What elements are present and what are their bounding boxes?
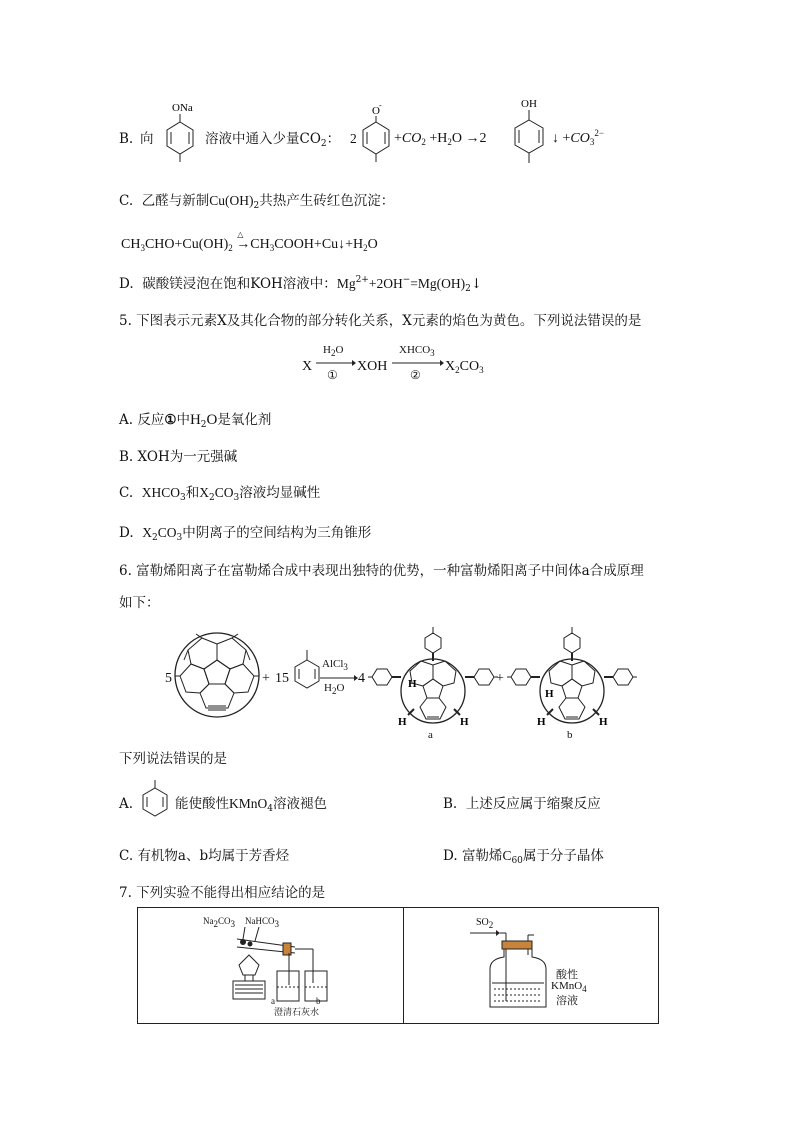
c60-fullerene-structure <box>172 630 262 720</box>
q4-option-b-label: B. <box>119 131 134 147</box>
q5-scheme-product: $X_2CO_3$ <box>445 359 484 375</box>
svg-text:H: H <box>398 716 407 728</box>
q7-label-na2co3: $Na_2CO_3$ <box>203 916 236 929</box>
q6-stem-2: 如下： <box>119 595 160 611</box>
product-b-structure <box>507 625 637 740</box>
q5-stem: 5. 下图表示元素X及其化合物的部分转化关系，X元素的焰色为黄色。下列说法错误的是 <box>119 313 642 329</box>
q4-option-b-text-pre: 向 <box>140 131 154 147</box>
q6-coef-toluene: 15 <box>275 671 289 686</box>
q7-beaker-a: a <box>271 996 275 1006</box>
q5-scheme-r1-top: $H_2O$ <box>323 344 344 358</box>
ona-label: ONa <box>172 102 193 114</box>
q6-option-c: C. 有机物a、b均属于芳香烃 <box>119 848 290 864</box>
q7-kmno4-label-3: 溶液 <box>556 994 578 1007</box>
q4-option-d: D. 碳酸镁浸泡在饱和KOH溶液中：$Mg^{2+}+2OH^-=Mg(OH)_2↓$ <box>119 275 483 294</box>
sodium-cresolate-structure <box>160 100 200 180</box>
svg-text:H: H <box>599 716 608 728</box>
q4-option-c: C. 乙醛与新制$Cu(OH)_2$共热产生砖红色沉淀： <box>119 193 395 211</box>
svg-text:-: - <box>379 101 382 110</box>
svg-text:H: H <box>460 716 469 728</box>
q6-reagent-bottom: $H_2O$ <box>324 682 345 696</box>
q5-scheme-x: X <box>302 359 313 374</box>
q7-stem: 7. 下列实验不能得出相应结论的是 <box>119 885 326 901</box>
q6-coef-a: 4 <box>358 671 365 686</box>
q5-arrow-2 <box>392 358 444 368</box>
q5-option-a: A. 反应①中$H_2O$是氧化剂 <box>119 412 272 430</box>
q6-plus-2: + <box>496 671 504 686</box>
cresol-structure <box>507 95 551 180</box>
q6-option-b: B. 上述反应属于缩聚反应 <box>443 796 601 812</box>
q6-stem-1: 6. 富勒烯阳离子在富勒烯合成中表现出独特的优势，一种富勒烯阳离子中间体a合成原理 <box>119 563 644 579</box>
q7-label-nahco3: NaHCO$_3$ <box>245 916 279 929</box>
q6-coef-c60: 5 <box>165 671 172 686</box>
q7-kmno4-label-2: KMnO$_4$ <box>551 980 587 994</box>
svg-text:H: H <box>408 678 417 690</box>
q4-option-b-text-mid: 溶液中通入少量$CO_2$： <box>205 131 341 149</box>
q6-option-a-label: A. <box>119 796 134 812</box>
q6-label-b: b <box>567 729 573 741</box>
gas-washing-bottle <box>470 925 560 1015</box>
product-a-structure <box>368 625 498 740</box>
q7-limewater-label: 澄清石灰水 <box>274 1008 320 1018</box>
q5-scheme-r2-top: $XHCO_3$ <box>399 344 435 358</box>
q7-kmno4-label-1: 酸性 <box>556 968 578 981</box>
q6-sub-stem: 下列说法错误的是 <box>119 751 227 767</box>
q6-option-d: D. 富勒烯$C_{60}$属于分子晶体 <box>443 848 604 866</box>
q6-label-a: a <box>428 729 433 741</box>
q4-b-coef1: 2 <box>350 131 357 146</box>
q6-option-a: 能使酸性KMnO$_4$溶液褪色 <box>175 796 327 814</box>
q5-arrow-1 <box>316 358 356 368</box>
q7-table-divider <box>403 908 404 1023</box>
svg-text:H: H <box>545 688 554 700</box>
q5-scheme-r1-num: ① <box>327 368 338 382</box>
q6-reagent-top: AlCl$_3$ <box>322 658 348 672</box>
q5-scheme-xoh: XOH <box>357 359 388 374</box>
q4-c-equation: $CH_3CHO+Cu(OH)_2$ △ $\to CH_3COOH+Cu↓+H_2O$ <box>121 230 378 253</box>
svg-text:O: O <box>372 105 380 117</box>
q7-beaker-b: b <box>316 996 321 1006</box>
toluene-structure <box>292 648 322 698</box>
svg-text:H: H <box>537 716 546 728</box>
svg-text:OH: OH <box>521 98 537 110</box>
q7-label-so2: $SO_2$ <box>476 917 494 930</box>
q5-option-b: B. XOH为一元强碱 <box>119 449 238 465</box>
cresolate-anion-structure <box>356 100 396 180</box>
q6-plus-1: + <box>262 671 270 686</box>
toluene-small-structure <box>137 778 173 828</box>
q5-option-d: D. $X_2CO_3$中阴离子的空间结构为三角锥形 <box>119 525 372 543</box>
q5-scheme-r2-num: ② <box>410 368 421 382</box>
q4-b-equation: $+CO_2 +H_2O \to 2$ <box>394 131 487 147</box>
q4-b-products: ↓ $+CO_3^{2-}$ <box>552 128 604 147</box>
q5-option-c: C. $XHCO_3$和$X_2CO_3$溶液均显碱性 <box>119 485 321 503</box>
